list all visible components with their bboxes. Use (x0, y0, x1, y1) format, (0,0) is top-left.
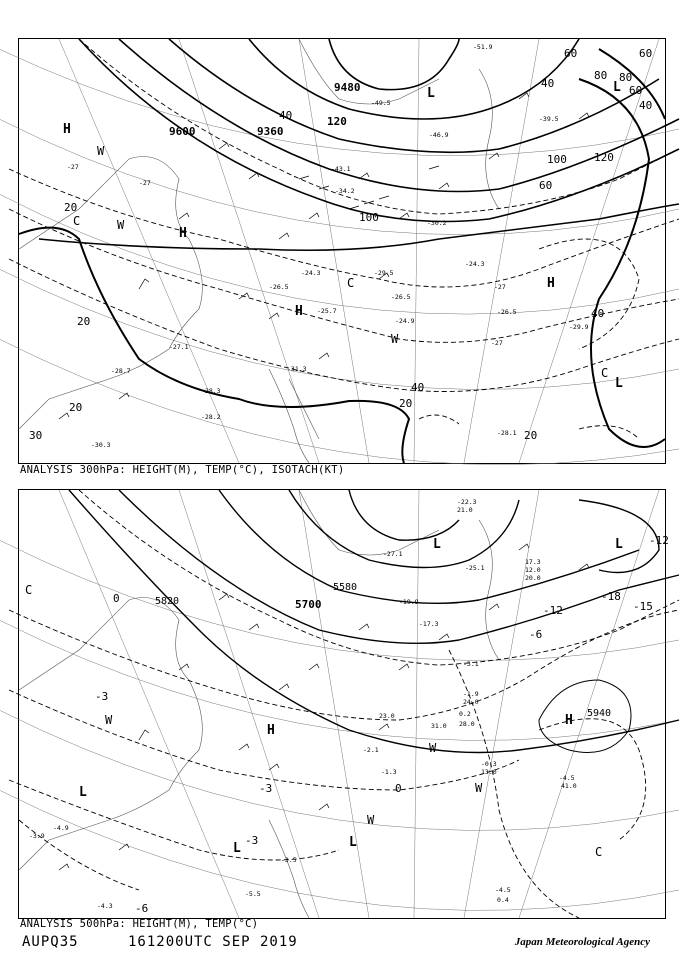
graticule (0, 39, 679, 465)
isotach-label: 40 (279, 109, 293, 122)
temp-label: -34.2 (335, 187, 355, 195)
temp-label: -26.5 (391, 293, 411, 301)
isotach-label: 60 (564, 47, 578, 60)
isotach-label: 30 (29, 429, 43, 442)
pressure-center-high: H (565, 713, 573, 728)
pressure-center-low: L (349, 835, 357, 850)
isotherm-contours (9, 490, 679, 918)
station-label: -4.5 (495, 886, 511, 894)
station-label: -3.5 (281, 856, 297, 864)
pressure-center-cold: C (347, 276, 355, 290)
station-label: 21.0 (457, 506, 473, 514)
temp-label: -24.3 (465, 260, 485, 268)
temp-label: -28.7 (111, 367, 131, 375)
pressure-center-warm: W (97, 144, 105, 158)
temp-label: -28.2 (201, 413, 221, 421)
height-label: 5820 (155, 596, 180, 607)
pressure-center-low: L (433, 537, 441, 552)
station-label: -2.1 (363, 746, 379, 754)
station-label: -1.9 (463, 690, 479, 698)
pressure-center-warm: W (105, 713, 113, 727)
isotherm-label: -3 (259, 782, 273, 795)
temp-label: -26.5 (497, 308, 517, 316)
isotherm-label: -12 (543, 604, 563, 617)
isotherm-label: -18 (601, 590, 621, 603)
temp-label: -24.9 (395, 317, 415, 325)
pressure-center-warm: W (367, 813, 375, 827)
station-label: 17.3 (525, 558, 541, 566)
station-label: 24.0 (463, 698, 479, 706)
isotach-label: 80 (619, 71, 633, 84)
temp-label: -49.5 (371, 99, 391, 107)
temp-label: -29.9 (569, 323, 589, 331)
pressure-center-low: L (613, 80, 621, 95)
station-label: 31.0 (431, 722, 447, 730)
pressure-center-warm: W (429, 741, 437, 755)
pressure-center-high: H (267, 723, 275, 738)
agency-name: Japan Meteorological Agency (514, 936, 650, 948)
isotherm-label: 0 (395, 782, 402, 795)
isotach-label: 120 (327, 115, 347, 128)
temp-label: -28.1 (497, 429, 517, 437)
station-label: 0.2 (459, 710, 471, 718)
pressure-center-low: L (233, 841, 241, 856)
station-label: -4.3 (97, 902, 113, 910)
isotach-label: 20 (524, 429, 538, 442)
temp-label: -29.5 (374, 269, 394, 277)
chart-caption-500hpa: ANALYSIS 500hPa: HEIGHT(M), TEMP(°C) (20, 918, 259, 930)
station-label: 41.0 (561, 782, 577, 790)
height-label: 5700 (295, 598, 322, 611)
temp-label: -30.3 (91, 441, 111, 449)
map-300hpa (19, 39, 665, 463)
graticule (0, 490, 679, 918)
isotach-label: 20 (64, 201, 78, 214)
chart-panel-500hpa (18, 489, 669, 919)
temp-label: -51.9 (473, 43, 493, 51)
wind-barbs (59, 544, 589, 870)
station-label: -25.1 (465, 564, 485, 572)
pressure-center-low: L (79, 785, 87, 800)
station-labels (29, 498, 577, 910)
temp-label: -46.9 (429, 131, 449, 139)
temp-label: -27.1 (169, 343, 189, 351)
pressure-center-high: H (547, 276, 555, 291)
pressure-center-cold: C (73, 214, 81, 228)
pressure-center-high: H (179, 226, 187, 241)
temp-label: -39.5 (539, 115, 559, 123)
height-label: 5940 (587, 708, 612, 719)
isotach-label: 40 (541, 77, 555, 90)
height-label: 9360 (257, 125, 284, 138)
station-label: -27.1 (383, 550, 403, 558)
isotherm-label: 0 (113, 592, 120, 605)
station-label: -5.5 (245, 890, 261, 898)
temp-label: -26.5 (269, 283, 289, 291)
station-label: -0.3 (481, 760, 497, 768)
chart-caption-300hpa: ANALYSIS 300hPa: HEIGHT(M), TEMP(°C), ISOTACH(KT) (20, 464, 345, 476)
isotherm-label: -6 (529, 628, 543, 641)
height-label: 9600 (169, 125, 196, 138)
height-label: 5580 (333, 582, 358, 593)
temp-label: -27 (494, 283, 506, 291)
isotach-label: 60 (539, 179, 553, 192)
station-label: -3.9 (29, 832, 45, 840)
station-label: -17.3 (419, 620, 439, 628)
pressure-center-high: H (295, 304, 303, 319)
isotach-label: 40 (591, 307, 605, 320)
valid-time: 161200UTC SEP 2019 (128, 934, 298, 950)
temp-label: -30.2 (427, 219, 447, 227)
station-label: -4.9 (53, 824, 69, 832)
temp-label: -25.7 (317, 307, 337, 315)
pressure-center-cold: C (601, 366, 609, 380)
pressure-center-warm: W (391, 332, 399, 346)
station-label: 13.0 (481, 768, 497, 776)
pressure-center-warm: W (475, 781, 483, 795)
isotach-label: 40 (411, 381, 425, 394)
wind-barbs (59, 93, 589, 419)
isotach-label: 20 (69, 401, 83, 414)
station-label: 0.4 (497, 896, 509, 904)
isotach-label: 20 (399, 397, 413, 410)
station-label: 28.0 (459, 720, 475, 728)
pressure-center-low: L (615, 376, 623, 391)
isotach-label: 20 (77, 315, 91, 328)
chart-id: AUPQ35 (22, 934, 79, 950)
isotach-label: 60 (629, 84, 643, 97)
station-label: 23.0 (379, 712, 395, 720)
coastline (19, 490, 499, 918)
station-label: -1.3 (381, 768, 397, 776)
height-label: 9480 (334, 81, 361, 94)
isotach-label: 40 (639, 99, 653, 112)
station-label: -4.5 (559, 774, 575, 782)
temp-label: -27 (491, 339, 503, 347)
temp-label: -28.3 (201, 387, 221, 395)
chart-panel-300hpa (18, 38, 666, 464)
temp-label: -31.3 (287, 365, 307, 373)
pressure-center-high: H (63, 122, 71, 137)
temp-label: -27 (67, 163, 79, 171)
isotherm-label: -6 (135, 902, 149, 915)
temp-label: -43.1 (331, 165, 351, 173)
isotherm-label: -15 (633, 600, 653, 613)
pressure-center-cold: C (595, 845, 603, 859)
isotach-label: 80 (594, 69, 608, 82)
isotach-label: 100 (547, 153, 567, 166)
pressure-center-low: L (615, 537, 623, 552)
pressure-center-low: L (427, 86, 435, 101)
pressure-center-warm: W (117, 218, 125, 232)
pressure-center-cold: C (25, 583, 33, 597)
station-label: -3.1 (463, 660, 479, 668)
isotherm-label: -3 (95, 690, 109, 703)
isotach-label: 60 (639, 47, 653, 60)
temp-label: -24.3 (301, 269, 321, 277)
isotach-label: 100 (359, 211, 379, 224)
station-label: -19.9 (399, 598, 419, 606)
isotach-label: 120 (594, 151, 614, 164)
station-label: 20.0 (525, 574, 541, 582)
station-label: 12.0 (525, 566, 541, 574)
map-500hpa (19, 490, 669, 918)
temp-label: -27 (139, 179, 151, 187)
isotherm-label: -12 (649, 534, 669, 547)
isotherm-label: -3 (245, 834, 259, 847)
station-label: -22.3 (457, 498, 477, 506)
